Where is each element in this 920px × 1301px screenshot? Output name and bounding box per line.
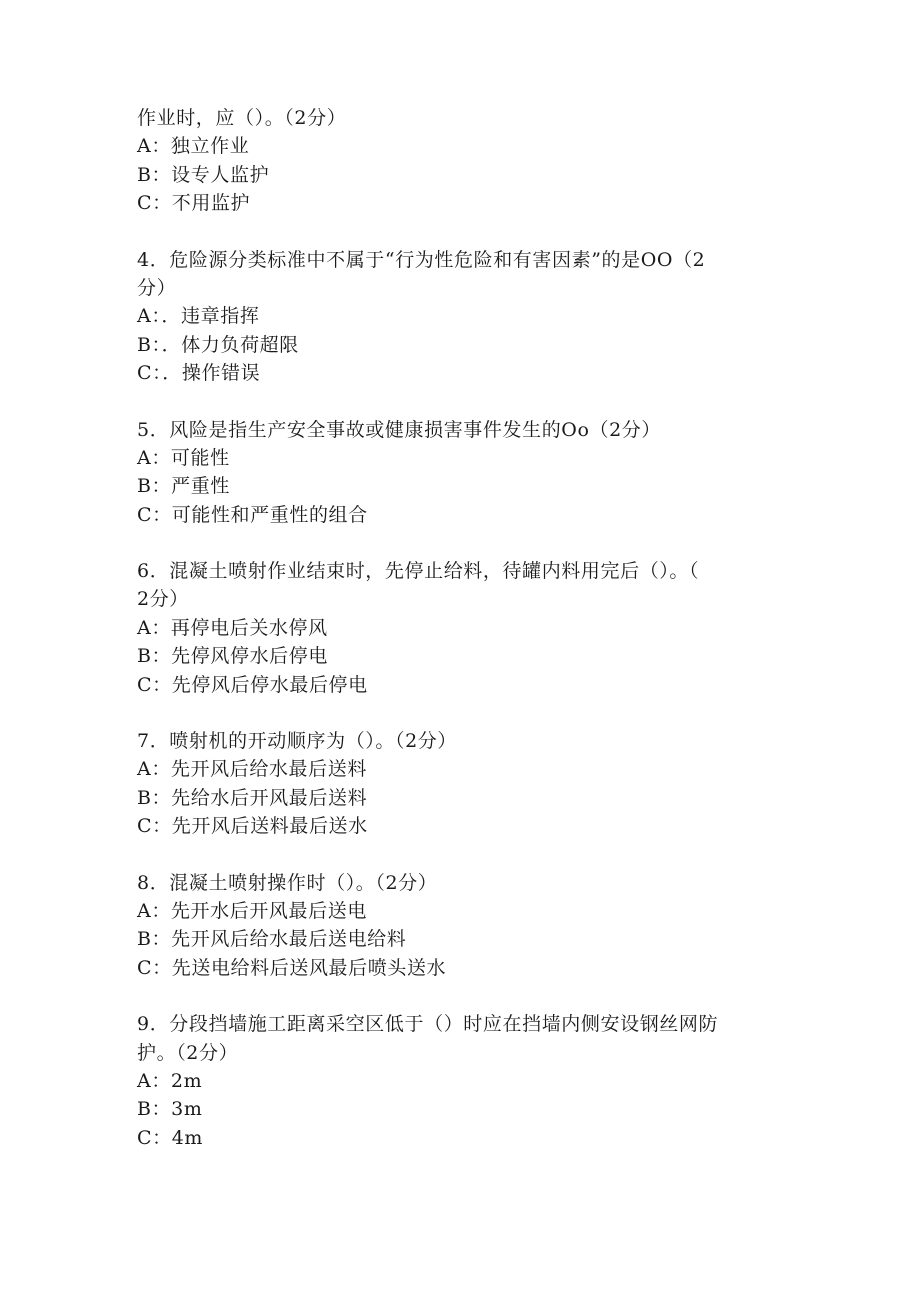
document-page bbox=[137, 104, 787, 1180]
option-a: A：先开风后给水最后送料 bbox=[137, 758, 367, 781]
option-b: B：．体力负荷超限 bbox=[137, 333, 299, 356]
option-c: C：可能性和严重性的组合 bbox=[137, 503, 368, 526]
option-b: B：先给水后开风最后送料 bbox=[137, 786, 368, 809]
option-b: B：严重性 bbox=[137, 475, 230, 498]
question-text-continued: 护。（2分） bbox=[137, 1041, 239, 1064]
question-text-continued: 2分） bbox=[137, 588, 189, 611]
question-text: 6．混凝土喷射作业结束时，先停止给料，待罐内料用完后（）。（ bbox=[137, 560, 700, 583]
question-text: 作业时，应（）。（2分） bbox=[137, 107, 347, 129]
question-7 bbox=[137, 727, 787, 841]
option-c: C：先开风后送料最后送水 bbox=[137, 815, 368, 838]
option-a: A：．违章指挥 bbox=[137, 305, 260, 328]
question-text-continued: 分） bbox=[137, 276, 177, 299]
option-a: A：先开水后开风最后送电 bbox=[137, 899, 367, 922]
option-a: A：可能性 bbox=[137, 446, 230, 469]
question-4 bbox=[137, 246, 787, 388]
option-a: A：2m bbox=[137, 1069, 203, 1092]
option-b: B：先开风后给水最后送电给料 bbox=[137, 928, 407, 951]
question-3 bbox=[137, 104, 787, 218]
question-text: 7．喷射机的开动顺序为（）。（2分） bbox=[137, 730, 457, 753]
question-5 bbox=[137, 416, 787, 530]
question-text: 9．分段挡墙施工距离采空区低于（）时应在挡墙内侧安设钢丝网防 bbox=[137, 1013, 719, 1036]
option-b: B：设专人监护 bbox=[137, 163, 270, 186]
option-b: B：3m bbox=[137, 1098, 203, 1121]
question-text: 5．风险是指生产安全事故或健康损害事件发生的Oo（2分） bbox=[137, 418, 661, 441]
question-text: 8．混凝土喷射操作时（）。（2分） bbox=[137, 871, 438, 894]
option-a: A：再停电后关水停风 bbox=[137, 616, 328, 639]
question-8 bbox=[137, 869, 787, 983]
option-c: C：先送电给料后送风最后喷头送水 bbox=[137, 956, 447, 979]
option-b: B：先停风停水后停电 bbox=[137, 645, 328, 668]
question-9 bbox=[137, 1010, 787, 1152]
option-c: C：4m bbox=[137, 1126, 204, 1149]
option-a: A：独立作业 bbox=[137, 135, 250, 158]
option-c: C：先停风后停水最后停电 bbox=[137, 673, 368, 696]
option-c: C：不用监护 bbox=[137, 192, 251, 215]
option-c: C：．操作错误 bbox=[137, 362, 261, 385]
question-text: 4．危险源分类标准中不属于“行为性危险和有害因素”的是OO（2 bbox=[137, 248, 706, 271]
question-6 bbox=[137, 557, 787, 699]
